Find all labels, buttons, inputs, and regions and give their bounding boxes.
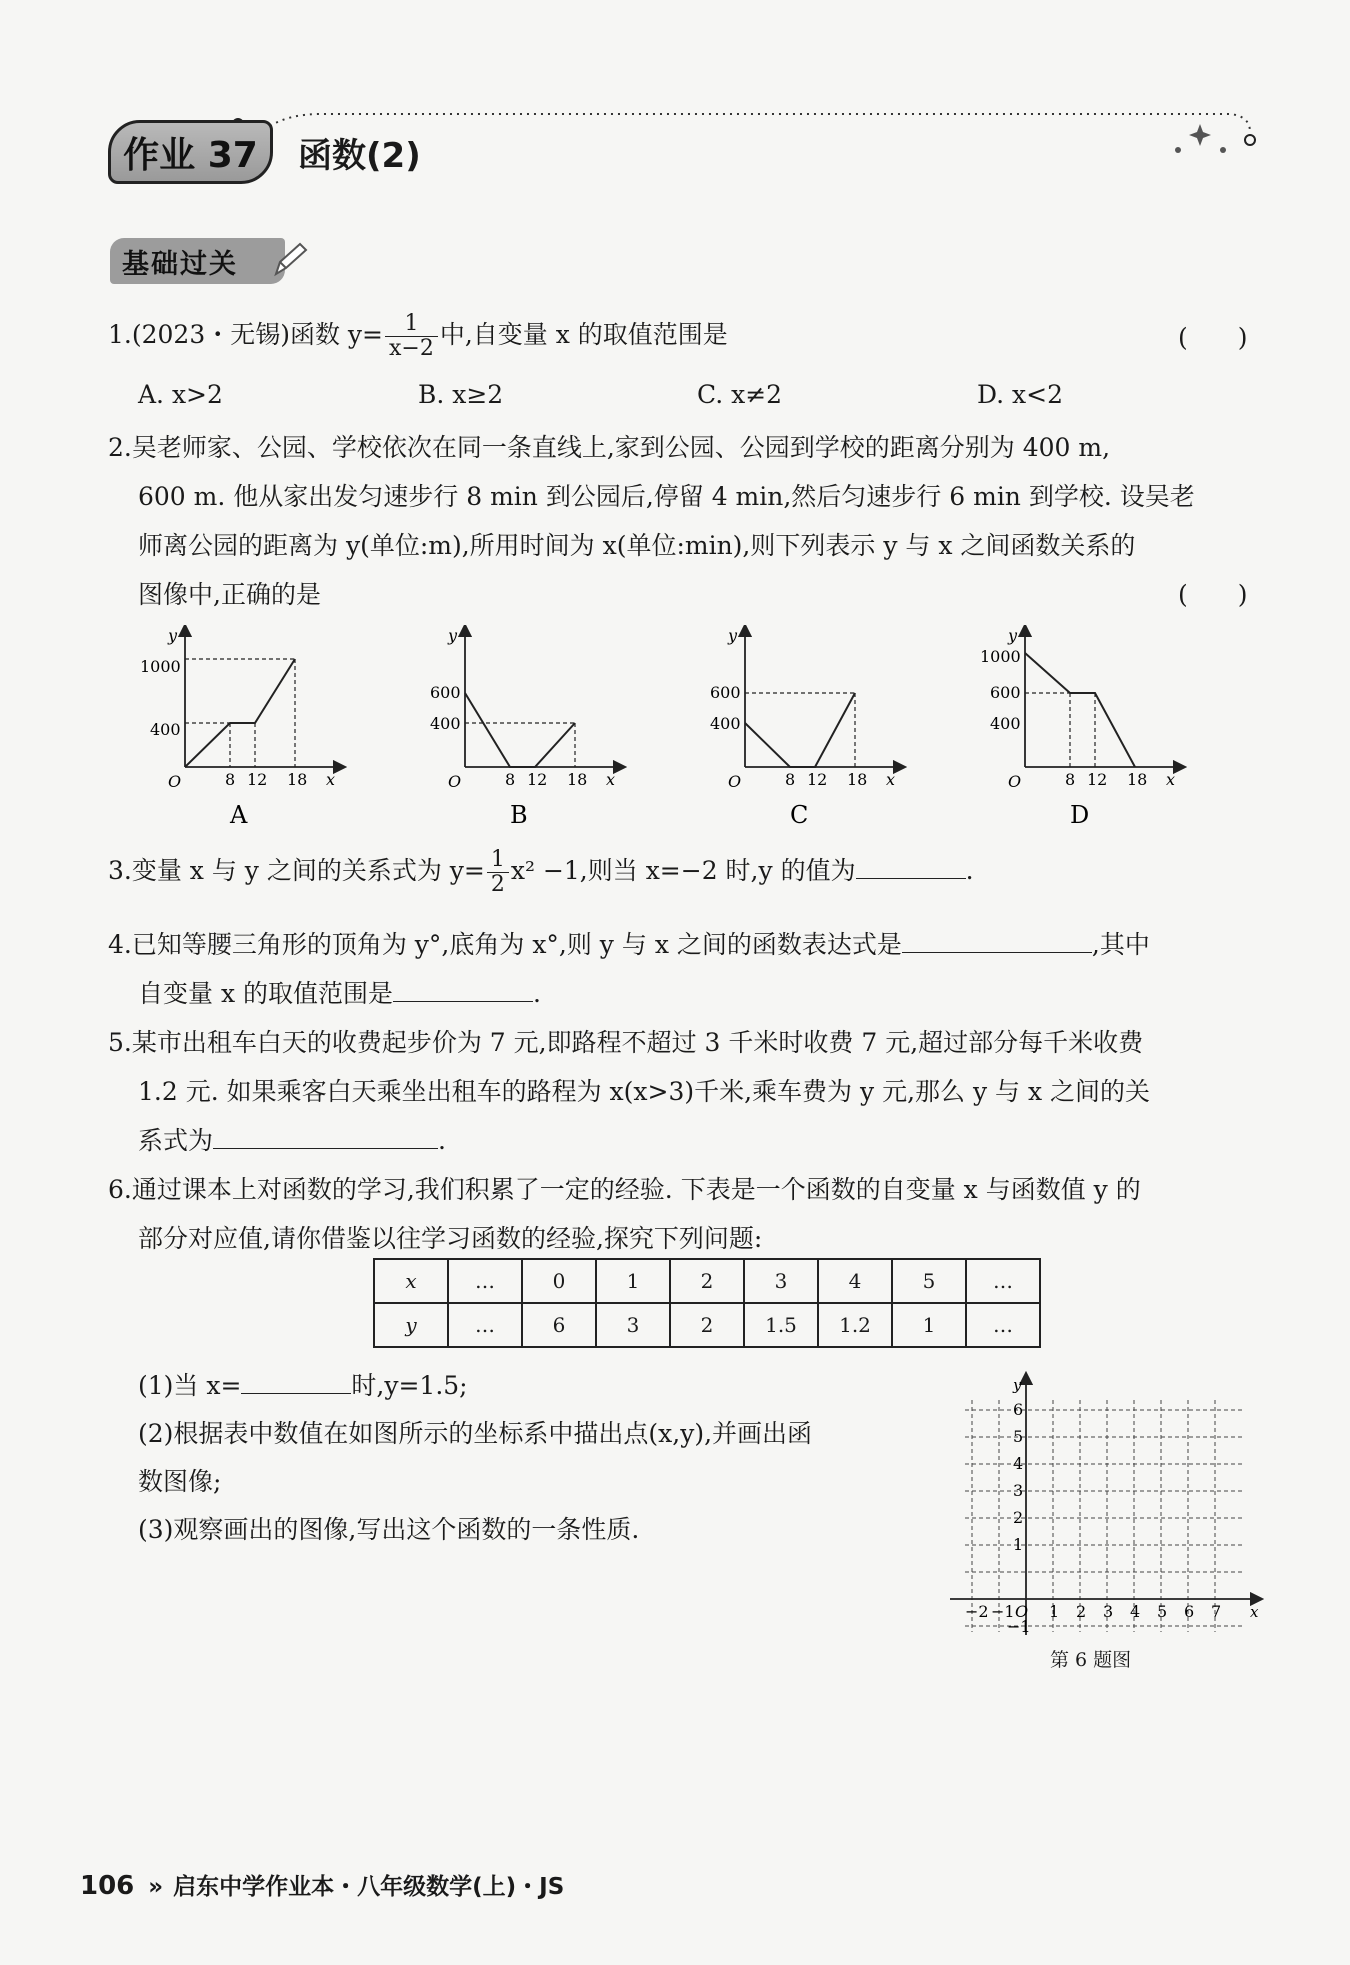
q3-fraction	[487, 848, 509, 897]
table-cell: y	[374, 1303, 448, 1347]
graph-d-y-axis-label: y	[1008, 626, 1018, 645]
q4-line2-text: 自变量 x 的取值范围是	[138, 979, 393, 1008]
graph-c-ytick-400: 400	[710, 714, 741, 733]
table-cell: 5	[892, 1259, 966, 1303]
q1-prefix: 1.(2023・无锡)函数 y=	[108, 320, 384, 349]
grid-ytick: 6	[1013, 1400, 1024, 1419]
question-4-line-1	[108, 925, 1150, 961]
q1-option-d[interactable]: D. x<2	[977, 380, 1063, 409]
table-cell: 2	[670, 1303, 744, 1347]
graph-d-xtick-18: 18	[1127, 770, 1148, 789]
graph-b-xtick-12: 12	[527, 770, 548, 789]
q4-line1-end: ,其中	[1091, 930, 1150, 959]
grid-y-axis-label: y	[1013, 1376, 1022, 1394]
q6-sub-3: (3)观察画出的图像,写出这个函数的一条性质.	[138, 1515, 640, 1544]
question-4-line-2	[138, 974, 541, 1010]
graph-b-xtick-8: 8	[505, 770, 516, 789]
table-cell: 0	[522, 1259, 596, 1303]
q6-sub1-blank[interactable]	[241, 1367, 351, 1394]
graph-b-origin: O	[448, 772, 462, 791]
grid-xtick: 2	[1076, 1602, 1087, 1621]
table-cell: …	[448, 1303, 522, 1347]
graph-b-xtick-18: 18	[567, 770, 588, 789]
grid-xtick: 4	[1130, 1602, 1141, 1621]
table-cell: …	[448, 1259, 522, 1303]
graph-c-origin: O	[728, 772, 742, 791]
graph-d-x-axis-label: x	[1166, 770, 1176, 789]
grid-ytick: 5	[1013, 1427, 1024, 1446]
q2-line-1: 2.吴老师家、公园、学校依次在同一条直线上,家到公园、公园到学校的距离分别为 400 m,	[108, 433, 1111, 462]
q5-answer-blank[interactable]	[213, 1122, 438, 1149]
pencil-icon	[270, 240, 310, 280]
graph-c-ytick-600: 600	[710, 683, 741, 702]
graph-b-label: B	[510, 801, 528, 829]
q5-line-1: 5.某市出租车白天的收费起步价为 7 元,即路程不超过 3 千米时收费 7 元,超过部分每千米收费	[108, 1028, 1144, 1057]
grid-xtick: 5	[1157, 1602, 1168, 1621]
q4-range-blank[interactable]	[393, 975, 533, 1002]
grid-ytick: 4	[1013, 1454, 1024, 1473]
q1-answer-paren[interactable]: ( )	[1178, 323, 1248, 352]
q6-value-table	[373, 1258, 1041, 1348]
graph-b[interactable]	[430, 626, 620, 829]
table-cell: 3	[596, 1303, 670, 1347]
graph-a-ytick-400: 400	[150, 720, 181, 739]
graph-b-x-axis-label: x	[606, 770, 616, 789]
page-number: 106	[80, 1871, 135, 1901]
q1-frac-num: 1	[385, 312, 438, 337]
q3-prefix: 3.变量 x 与 y 之间的关系式为 y=	[108, 856, 485, 885]
graph-d-ytick-600: 600	[990, 683, 1021, 702]
q6-line-2: 部分对应值,请你借鉴以往学习函数的经验,探究下列问题:	[138, 1224, 763, 1253]
q6-line-1: 6.通过课本上对函数的学习,我们积累了一定的经验. 下表是一个函数的自变量 x 与函数值 y 的	[108, 1175, 1141, 1204]
q6-sub-2-line-2: 数图像;	[138, 1467, 222, 1496]
table-cell: x	[374, 1259, 448, 1303]
table-cell: 1.2	[818, 1303, 892, 1347]
graph-b-y-axis-label: y	[448, 626, 458, 645]
graph-d-label: D	[1070, 801, 1090, 829]
graph-b-ytick-600: 600	[430, 683, 461, 702]
graph-d-ytick-1000: 1000	[980, 647, 1021, 666]
table-cell: 4	[818, 1259, 892, 1303]
graph-c-label: C	[790, 801, 809, 829]
q5-line3-end: .	[438, 1126, 446, 1155]
q1-option-a[interactable]: A. x>2	[138, 380, 223, 409]
grid-xtick: −1	[991, 1602, 1015, 1621]
table-row-y	[374, 1303, 1040, 1347]
graph-b-ytick-400: 400	[430, 714, 461, 733]
grid-ytick: −1	[1007, 1617, 1031, 1636]
q5-line-2: 1.2 元. 如果乘客白天乘坐出租车的路程为 x(x>3)千米,乘车费为 y 元,那么 y 与 x 之间的关	[138, 1077, 1151, 1106]
table-cell: …	[966, 1259, 1040, 1303]
graph-c-x-axis-label: x	[886, 770, 896, 789]
q2-line-4: 图像中,正确的是	[138, 580, 321, 609]
question-5-line-3	[138, 1121, 446, 1157]
graph-a-ytick-1000: 1000	[140, 657, 181, 676]
graph-c[interactable]	[710, 626, 900, 829]
q1-fraction	[385, 312, 438, 361]
q4-line1-text: 4.已知等腰三角形的顶角为 y°,底角为 x°,则 y 与 x 之间的函数表达式是	[108, 930, 902, 959]
graph-d[interactable]	[980, 626, 1180, 829]
q6-sub-2-line-1: (2)根据表中数值在如图所示的坐标系中描出点(x,y),并画出函	[138, 1419, 813, 1448]
grid-xtick: −2	[965, 1602, 989, 1621]
grid-ytick: 3	[1013, 1481, 1024, 1500]
graph-a-xtick-12: 12	[247, 770, 268, 789]
q2-graphs	[130, 625, 1330, 835]
table-cell: 1	[892, 1303, 966, 1347]
graph-a-xtick-18: 18	[287, 770, 308, 789]
grid-xtick: 1	[1049, 1602, 1060, 1621]
graph-c-xtick-18: 18	[847, 770, 868, 789]
table-cell: 1.5	[744, 1303, 818, 1347]
double-chevron-icon: »	[148, 1874, 164, 1900]
question-3	[108, 848, 974, 897]
grid-xtick: 7	[1211, 1602, 1222, 1621]
q4-line2-end: .	[533, 979, 541, 1008]
graph-c-y-axis-label: y	[728, 626, 738, 645]
q2-line-3: 师离公园的距离为 y(单位:m),所用时间为 x(单位:min),则下列表示 y 与 x 之间函数关系的	[138, 531, 1136, 560]
graph-d-xtick-12: 12	[1087, 770, 1108, 789]
page-footer	[80, 1868, 564, 1901]
graph-a-y-axis-label: y	[168, 626, 178, 645]
graph-d-ytick-400: 400	[990, 714, 1021, 733]
grid-xtick-origin: O	[1015, 1602, 1029, 1621]
q3-end: .	[965, 856, 974, 885]
q1-option-b[interactable]: B. x≥2	[418, 380, 504, 409]
page-title: 函数(2)	[298, 136, 421, 176]
q6-sub1-pre: (1)当 x=	[138, 1371, 242, 1400]
assignment-badge: 作业 37	[108, 120, 273, 184]
table-row-x	[374, 1259, 1040, 1303]
q1-frac-den: x−2	[389, 336, 434, 361]
graph-a[interactable]	[140, 626, 340, 829]
figure-caption: 第 6 题图	[1050, 1649, 1132, 1671]
grid-xtick: 6	[1184, 1602, 1195, 1621]
q4-expression-blank[interactable]	[902, 926, 1092, 953]
grid-ytick: 2	[1013, 1508, 1024, 1527]
question-1	[108, 312, 728, 361]
graph-a-xtick-8: 8	[225, 770, 236, 789]
footer-book-title: 启东中学作业本・八年级数学(上)・JS	[173, 1874, 565, 1900]
graph-c-xtick-12: 12	[807, 770, 828, 789]
graph-a-x-axis-label: x	[326, 770, 336, 789]
graph-c-xtick-8: 8	[785, 770, 796, 789]
q3-suffix: x² −1,则当 x=−2 时,y 的值为	[510, 856, 856, 885]
section-tag: 基础过关	[110, 238, 285, 284]
table-cell: 3	[744, 1259, 818, 1303]
q3-answer-blank[interactable]	[856, 852, 966, 879]
q3-frac-den: 2	[490, 872, 505, 897]
grid-x-axis-label: x	[1250, 1603, 1259, 1621]
q3-frac-num: 1	[487, 848, 509, 873]
q5-line3-text: 系式为	[138, 1126, 214, 1155]
graph-d-origin: O	[1008, 772, 1022, 791]
graph-a-origin: O	[168, 772, 182, 791]
q6-sub-1	[138, 1366, 468, 1402]
table-cell: 6	[522, 1303, 596, 1347]
grid-xtick: 3	[1103, 1602, 1114, 1621]
q1-option-c[interactable]: C. x≠2	[697, 380, 783, 409]
grid-ytick: 1	[1013, 1535, 1024, 1554]
graph-d-xtick-8: 8	[1065, 770, 1076, 789]
table-cell: …	[966, 1303, 1040, 1347]
q6-coordinate-grid[interactable]	[945, 1370, 1265, 1640]
q2-answer-paren[interactable]: ( )	[1178, 580, 1248, 609]
graph-a-label: A	[230, 801, 248, 829]
q6-sub1-post: 时,y=1.5;	[351, 1371, 468, 1400]
table-cell: 2	[670, 1259, 744, 1303]
table-cell: 1	[596, 1259, 670, 1303]
q2-line-2: 600 m. 他从家出发匀速步行 8 min 到公园后,停留 4 min,然后匀速步行 6 min 到学校. 设吴老	[138, 482, 1195, 511]
q1-suffix: 中,自变量 x 的取值范围是	[439, 320, 728, 349]
